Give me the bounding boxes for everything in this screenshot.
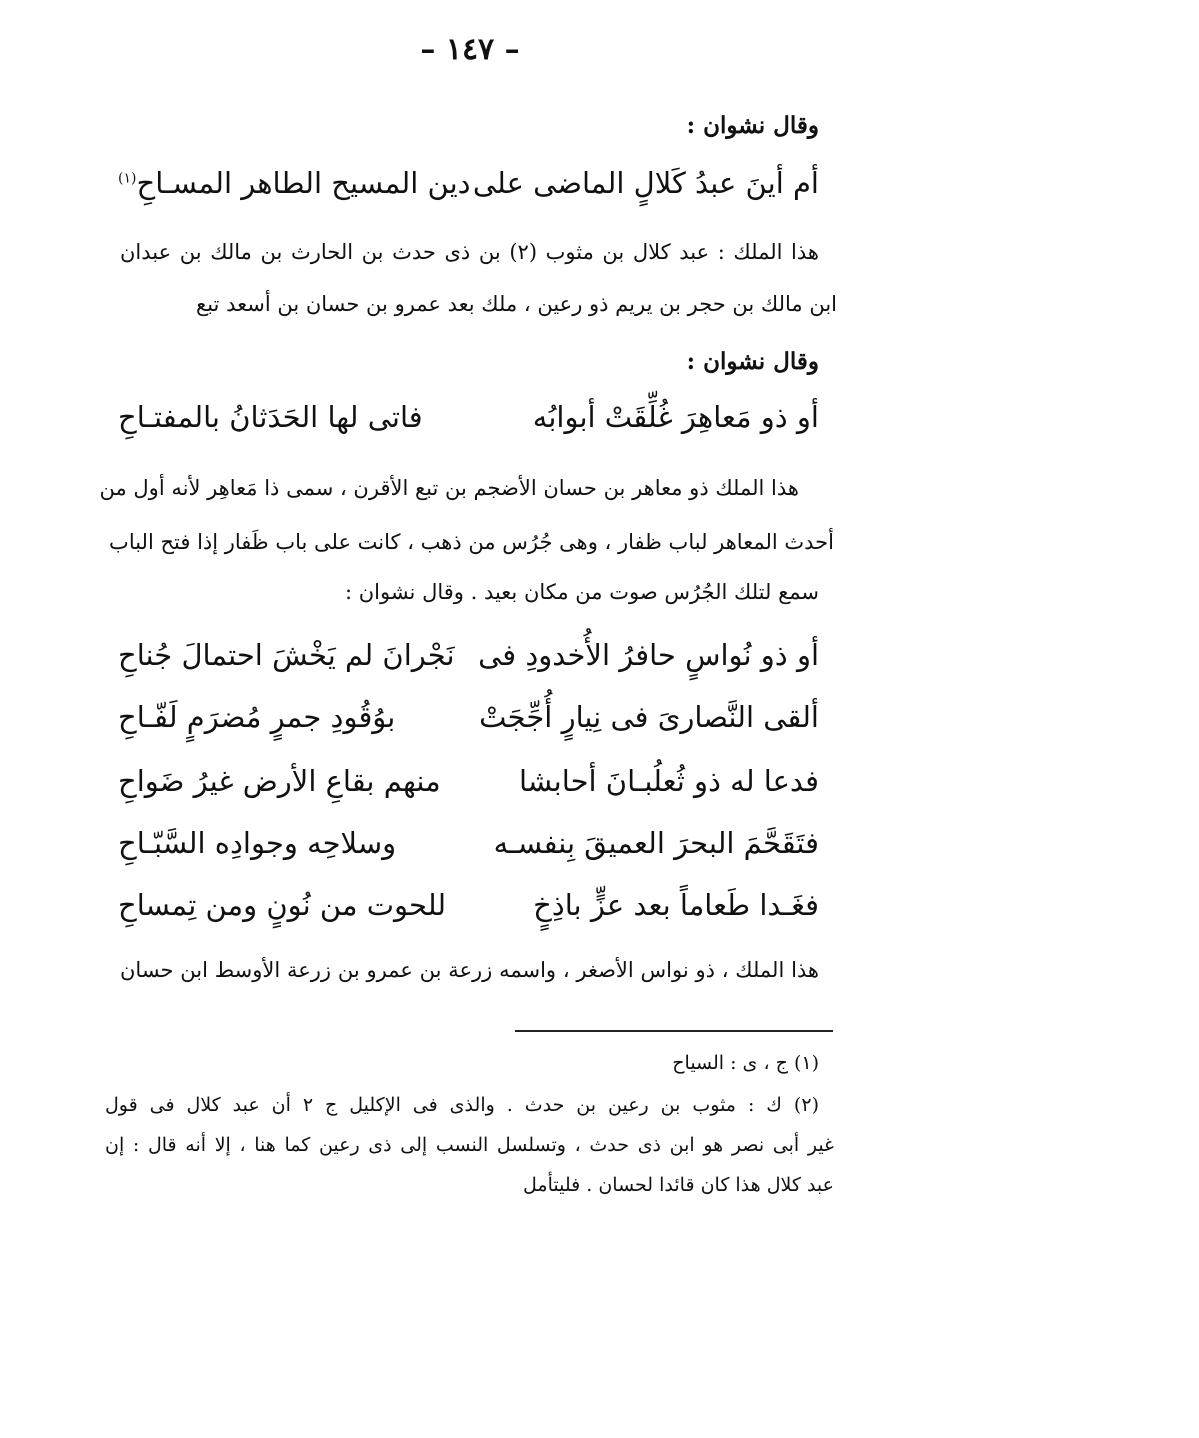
prose-1-line-2: ابن مالك بن حجر بن يريم ذو رعين ، ملك بعد عمرو بن حسان بن أسعد تبع: [196, 292, 837, 316]
verse-3-3: [118, 764, 819, 808]
verse-3-2-second-hemistich: بوُقُودِ جمرٍ مُضرَمٍ لَفّـاحِ: [118, 700, 396, 734]
verse-3-4-first-hemistich: فتَقَحَّمَ البحرَ العميقَ بِنفسـه: [493, 826, 819, 860]
verse-3-4-second-hemistich: وسلاحِه وجوادِه السَّبّـاحِ: [118, 826, 397, 860]
verse-1-first-hemistich: أم أينَ عبدُ كَلالٍ الماضى على: [472, 166, 819, 200]
footnote-marker-1: (١): [118, 170, 137, 187]
verse-3-5: [118, 888, 819, 932]
verse-3-5-first-hemistich: فغَـدا طَعاماً بعد عزٍّ باذِخٍ: [533, 888, 819, 922]
prose-3-line-1: هذا الملك ، ذو نواس الأصغر ، واسمه زرعة بن عمرو بن زرعة الأوسط ابن حسان: [120, 958, 819, 982]
prose-1-line-1: هذا الملك : عبد كلال بن مثوب (٢) بن ذى حدث بن الحارث بن مالك بن عبدان: [120, 240, 819, 264]
verse-2: [118, 400, 819, 444]
prose-2-line-1: هذا الملك ذو معاهر بن حسان الأضجم بن تبع الأقرن ، سمى ذا مَعاهِر لأنه أول من: [99, 476, 799, 500]
verse-3-2: [118, 700, 819, 744]
section-label-2: وقال نشوان :: [686, 348, 819, 375]
footnote-divider: [515, 1030, 833, 1032]
verse-3-3-first-hemistich: فدعا له ذو ثُعلُبـانَ أحابشا: [518, 764, 819, 798]
verse-3-4: [118, 826, 819, 870]
footnote-1: (١) ج ، ى : السياح: [672, 1052, 819, 1074]
verse-1-second-hemistich: [118, 166, 471, 200]
verse-1: [118, 166, 819, 210]
verse-3-2-first-hemistich: ألقى النَّصارىَ فى نِيارٍ أُجِّجَتْ: [479, 700, 819, 734]
verse-3-3-second-hemistich: منهم بقاعِ الأرض غيرُ ضَواحِ: [118, 764, 441, 798]
verse-3-1-second-hemistich: نَجْرانَ لم يَخْشَ احتمالَ جُناحِ: [118, 638, 455, 672]
footnote-2-line-2: غير أبى نصر هو ابن ذى حدث ، وتسلسل النسب إلى ذى رعين كما هنا ، إلا أنه قال : إن: [105, 1134, 834, 1156]
verse-3-1-first-hemistich: أو ذو نُواسٍ حافرُ الأُخدودِ فى: [478, 638, 819, 672]
verse-3-1: [118, 638, 819, 682]
verse-2-second-hemistich: فاتى لها الحَدَثانُ بالمفتـاحِ: [118, 400, 423, 434]
prose-2-line-2: أحدث المعاهر لباب ظفار ، وهى جُرُس من ذهب ، كانت على باب ظَفار إذا فتح الباب: [109, 530, 834, 554]
footnote-2-line-3: عبد كلال هذا كان قائدا لحسان . فليتأمل: [523, 1174, 834, 1196]
verse-2-first-hemistich: أو ذو مَعاهِرَ غُلِّقَتْ أبوابُه: [532, 400, 819, 434]
section-label-1: وقال نشوان :: [686, 112, 819, 139]
verse-3-5-second-hemistich: للحوت من نُونٍ ومن تِمساحِ: [118, 888, 447, 922]
prose-2-line-3: سمع لتلك الجُرُس صوت من مكان بعيد . وقال نشوان :: [344, 580, 819, 604]
footnote-2-line-1: (٢) ك : مثوب بن رعين بن حدث . والذى فى الإكليل ج ٢ أن عبد كلال فى قول: [105, 1094, 819, 1116]
verse-1-second-hemistich-text: دين المسيح الطاهر المسـاحِ: [136, 166, 471, 200]
page-number: – ١٤٧ –: [420, 32, 520, 67]
